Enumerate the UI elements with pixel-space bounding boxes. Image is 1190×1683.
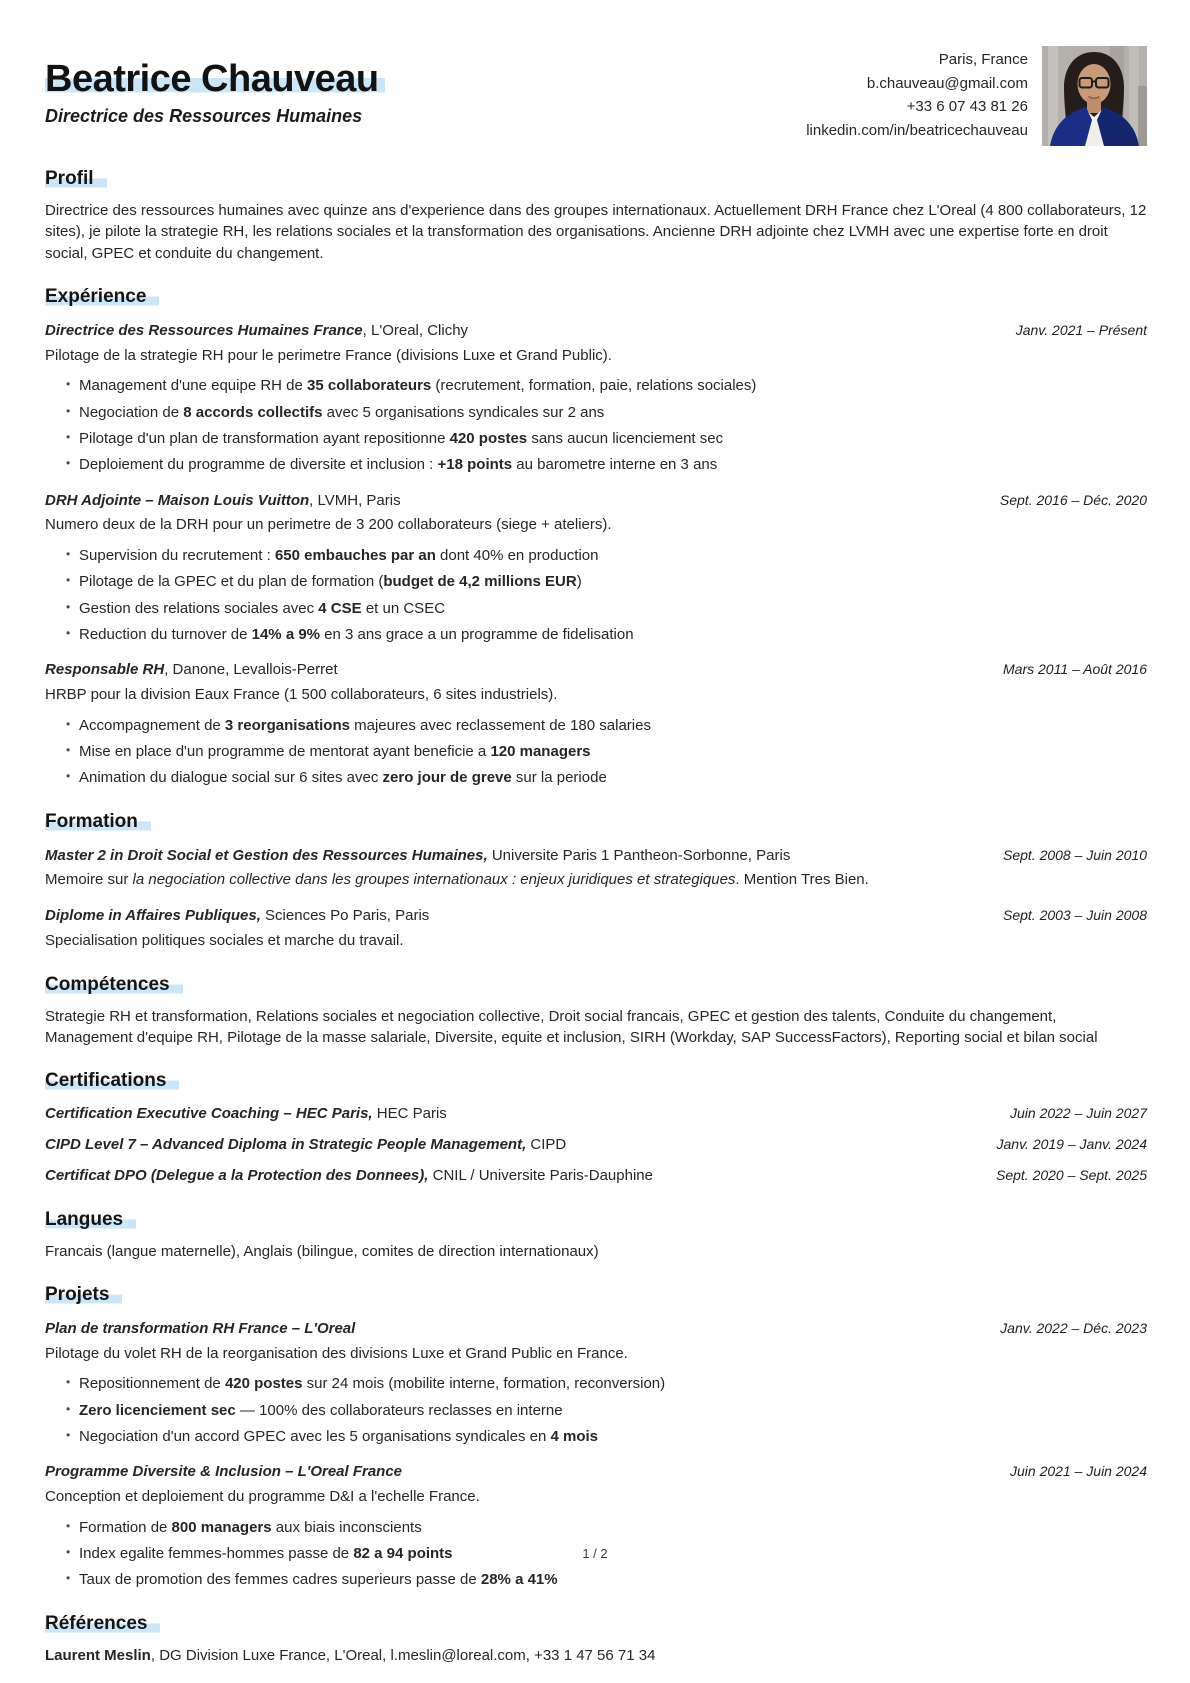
- section-experience: [45, 286, 1147, 789]
- job-title: Directrice des Ressources Humaines: [45, 105, 363, 126]
- entry-date: Janv. 2021 – Présent: [1015, 321, 1147, 338]
- contact-email: b.chauveau@gmail.com: [866, 74, 1028, 92]
- entry-head: [45, 659, 1147, 681]
- entry-desc: Pilotage de la strategie RH pour le perimetre France (divisions Luxe et Grand Public).: [45, 346, 612, 364]
- certification-date: Sept. 2020 – Sept. 2025: [995, 1166, 1147, 1183]
- certification-row-3: [45, 1165, 1147, 1187]
- certifications-heading: Certifications: [45, 1070, 1147, 1092]
- profil-heading: Profil: [45, 168, 1147, 190]
- section-formation: [45, 811, 1147, 952]
- bullet-item: • Repositionnement de 420 postes sur 24 mois (mobilite interne, formation, reconversion): [66, 1373, 1147, 1394]
- bullet-item: • Management d'une equipe RH de 35 collaborateurs (recrutement, formation, paie, relations sociales): [66, 375, 1147, 396]
- project-title: Programme Diversite & Inclusion – L'Oreal France: [45, 1463, 403, 1481]
- profile-photo-illustration: [1042, 46, 1147, 146]
- section-references: [45, 1613, 1147, 1666]
- entry-title: Diplome in Affaires Publiques, Sciences Po Paris, Paris: [45, 907, 430, 925]
- certification-date: Janv. 2019 – Janv. 2024: [996, 1136, 1147, 1152]
- entry-desc: Memoire sur la negociation collective dans les groupes internationaux : enjeux juridiques et strategiques. Mention Tres Bien.: [45, 871, 869, 889]
- entry-date: Sept. 2003 – Juin 2008: [1002, 907, 1147, 924]
- bullet-item: • Formation de 800 managers aux biais inconscients: [66, 1517, 1147, 1538]
- contact-location: Paris, France: [938, 51, 1028, 68]
- bullet-item: • Gestion des relations sociales avec 4 CSE et un CSEC: [66, 598, 1147, 619]
- section-langues: [45, 1209, 1147, 1262]
- bullet-item: • Reduction du turnover de 14% a 9% en 3 ans grace a un programme de fidelisation: [66, 624, 1147, 645]
- project-date: Janv. 2022 – Déc. 2023: [1000, 1319, 1147, 1336]
- bullet-list: [45, 1373, 1147, 1447]
- project-desc: Pilotage du volet RH de la reorganisation des divisions Luxe et Grand Public en France.: [45, 1344, 628, 1362]
- entry-head: [45, 490, 1147, 512]
- section-certifications: [45, 1070, 1147, 1186]
- bullet-item: • Index egalite femmes-hommes passe de 82 a 94 points: [66, 1543, 1147, 1564]
- experience-entry-3: [45, 659, 1147, 788]
- competences-text: Strategie RH et transformation, Relations sociales et negociation collective, Droit social francais, GPEC et gestion des talents, Conduite du changement, Management d'equipe RH, Pilotage de la masse salariale, Diversite, equite et inclusion, SIRH (Workday, SAP SuccessFactors), Reporting social et bilan social: [45, 1007, 1098, 1046]
- entry-title: Master 2 in Droit Social et Gestion des Ressources Humaines, Universite Paris 1 Pantheon-Sorbonne, Paris: [45, 846, 791, 864]
- profil-text: Directrice des ressources humaines avec quinze ans d'experience dans des groupes internationaux. Actuellement DRH France chez L'Oreal (4 800 collaborateurs, 12 sites), je pilote la strategie RH, les relations sociales et la transformation des organisations. Ancienne DRH adjointe chez LVMH avec une expertise forte en droit social, GPEC et conduite du changement.: [45, 202, 1147, 262]
- bullet-item: • Supervision du recrutement : 650 embauches par an dont 40% en production: [66, 545, 1147, 566]
- certification-row-1: [45, 1103, 1147, 1125]
- formation-heading: Formation: [45, 811, 1147, 833]
- entry-head: [45, 320, 1147, 342]
- bullet-item: • Pilotage de la GPEC et du plan de formation (budget de 4,2 millions EUR): [66, 571, 1147, 592]
- certification-title: CIPD Level 7 – Advanced Diploma in Strategic People Management, CIPD: [45, 1136, 567, 1153]
- entry-head: [45, 1318, 1147, 1340]
- header-identity: [45, 46, 385, 127]
- bullet-list: [45, 375, 1147, 475]
- experience-heading: Expérience: [45, 286, 1147, 308]
- entry-date: Sept. 2016 – Déc. 2020: [999, 491, 1147, 508]
- bullet-item: • Negociation d'un accord GPEC avec les 5 organisations syndicales en 4 mois: [66, 1426, 1147, 1447]
- certification-title: Certification Executive Coaching – HEC Paris, HEC Paris: [45, 1105, 447, 1123]
- bullet-item: • Pilotage d'un plan de transformation ayant repositionne 420 postes sans aucun licenciement sec: [66, 428, 1147, 449]
- name-heading: Beatrice Chauveau: [45, 58, 385, 101]
- bullet-item: • Mise en place d'un programme de mentorat ayant beneficie a 120 managers: [66, 741, 1147, 762]
- entry-desc: HRBP pour la division Eaux France (1 500 collaborateurs, 6 sites industriels).: [45, 686, 558, 704]
- contact-linkedin: linkedin.com/in/beatricechauveau: [806, 122, 1028, 140]
- references-heading: Références: [45, 1613, 1147, 1635]
- competences-heading: Compétences: [45, 974, 1147, 996]
- section-projets: [45, 1284, 1147, 1591]
- certification-date: Juin 2022 – Juin 2027: [1010, 1105, 1147, 1122]
- page-number: 1 / 2: [582, 1546, 608, 1561]
- header-contact-area: [806, 46, 1147, 146]
- bullet-item: • Negociation de 8 accords collectifs avec 5 organisations syndicales sur 2 ans: [66, 402, 1147, 423]
- entry-date: Mars 2011 – Août 2016: [1003, 661, 1147, 678]
- langues-text: Francais (langue maternelle), Anglais (bilingue, comites de direction internationaux): [45, 1242, 599, 1260]
- header: [45, 46, 1147, 146]
- langues-heading: Langues: [45, 1209, 1147, 1231]
- bullet-list: [45, 545, 1147, 645]
- bullet-item: • Accompagnement de 3 reorganisations majeures avec reclassement de 180 salaries: [66, 715, 1147, 736]
- project-entry-1: [45, 1318, 1147, 1447]
- formation-entry-1: [45, 845, 1147, 892]
- section-profil: [45, 168, 1147, 264]
- project-desc: Conception et deploiement du programme D&I a l'echelle France.: [45, 1487, 480, 1505]
- bullet-item: • Taux de promotion des femmes cadres superieurs passe de 28% a 41%: [66, 1569, 1147, 1590]
- project-date: Juin 2021 – Juin 2024: [1010, 1463, 1147, 1480]
- entry-title: Responsable RH, Danone, Levallois-Perret: [45, 661, 338, 679]
- experience-entry-2: [45, 490, 1147, 646]
- project-title: Plan de transformation RH France – L'Oreal: [45, 1319, 356, 1337]
- profile-photo: [1042, 46, 1147, 146]
- contact-block: [806, 46, 1028, 143]
- entry-desc: Specialisation politiques sociales et marche du travail.: [45, 931, 404, 949]
- entry-desc: Numero deux de la DRH pour un perimetre de 3 200 collaborateurs (siege + ateliers).: [45, 516, 612, 534]
- projets-heading: Projets: [45, 1284, 1147, 1306]
- bullet-item: • Deploiement du programme de diversite et inclusion : +18 points au barometre interne en 3 ans: [66, 454, 1147, 475]
- project-entry-2: [45, 1461, 1147, 1590]
- references-text: Laurent Meslin, DG Division Luxe France, L'Oreal, l.meslin@loreal.com, +33 1 47 56 71 34: [45, 1646, 656, 1664]
- certification-title: Certificat DPO (Delegue a la Protection des Donnees), CNIL / Universite Paris-Dauphine: [45, 1166, 653, 1184]
- entry-title: Directrice des Ressources Humaines France, L'Oreal, Clichy: [45, 321, 469, 339]
- entry-head: [45, 845, 1147, 867]
- bullet-list: [45, 715, 1147, 789]
- experience-entry-1: [45, 320, 1147, 476]
- bullet-item: • Animation du dialogue social sur 6 sites avec zero jour de greve sur la periode: [66, 767, 1147, 788]
- entry-head: [45, 905, 1147, 927]
- section-competences: [45, 974, 1147, 1049]
- entry-date: Sept. 2008 – Juin 2010: [1002, 846, 1147, 863]
- entry-title: DRH Adjointe – Maison Louis Vuitton, LVMH, Paris: [45, 491, 401, 509]
- formation-entry-2: [45, 905, 1147, 952]
- contact-phone: +33 6 07 43 81 26: [906, 98, 1028, 116]
- bullet-item: • Zero licenciement sec — 100% des collaborateurs reclasses en interne: [66, 1400, 1147, 1421]
- certification-row-2: [45, 1134, 1147, 1156]
- entry-head: [45, 1461, 1147, 1483]
